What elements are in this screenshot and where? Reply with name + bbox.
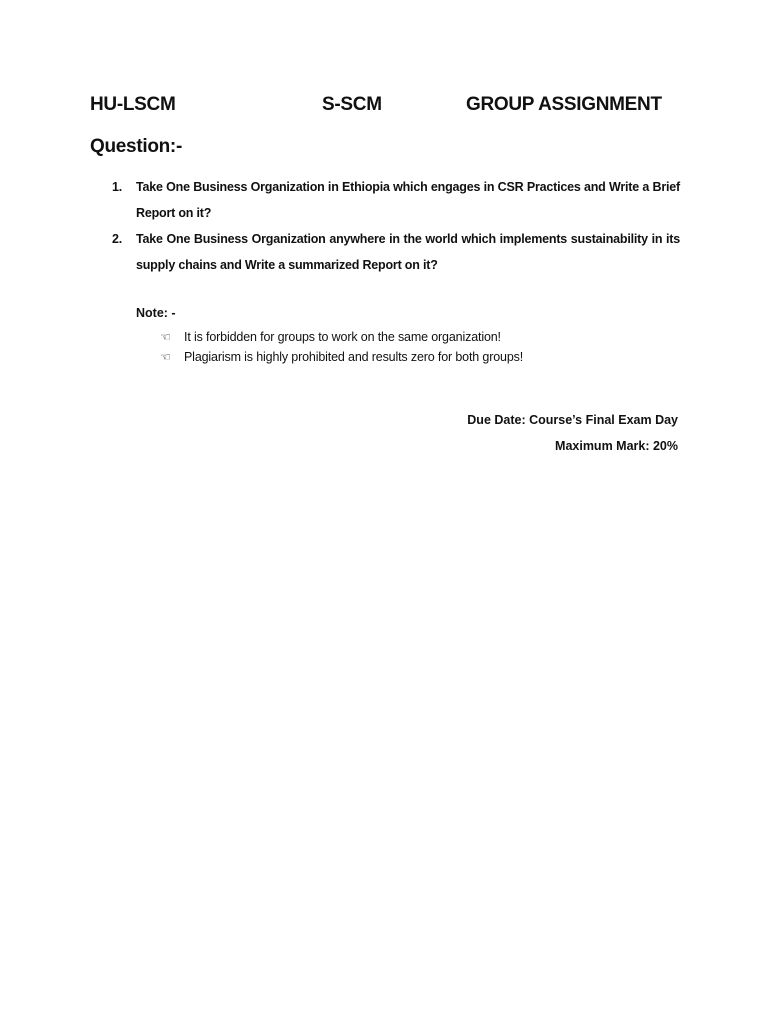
maximum-mark: Maximum Mark: 20% — [555, 439, 678, 453]
note-text: It is forbidden for groups to work on the same organization! — [184, 330, 501, 344]
note-item — [160, 347, 523, 367]
note-label: Note: - — [136, 306, 176, 320]
due-block — [467, 407, 678, 459]
question-item — [112, 174, 680, 226]
question-text: Take One Business Organization anywhere in the world which implements sustainability in its supply chains and Write a summarized Report on it? — [136, 232, 680, 272]
question-list — [112, 174, 680, 278]
pointing-hand-icon: ☜ — [160, 350, 171, 364]
pointing-hand-icon: ☜ — [160, 330, 171, 344]
course-subject: S-SCM — [322, 94, 382, 115]
question-number: 2. — [112, 232, 123, 246]
note-text: Plagiarism is highly prohibited and results zero for both groups! — [184, 350, 524, 364]
due-date: Due Date: Course’s Final Exam Day — [467, 413, 678, 427]
note-item — [160, 327, 523, 347]
question-text: Take One Business Organization in Ethiopia which engages in CSR Practices and Write a Brief Report on it? — [136, 180, 680, 220]
question-number: 1. — [112, 180, 123, 194]
document-header — [0, 94, 768, 120]
question-item — [112, 226, 680, 278]
note-list — [160, 327, 523, 367]
course-code: HU-LSCM — [90, 94, 176, 115]
assignment-type: GROUP ASSIGNMENT — [466, 94, 662, 115]
question-heading: Question:- — [90, 136, 182, 157]
